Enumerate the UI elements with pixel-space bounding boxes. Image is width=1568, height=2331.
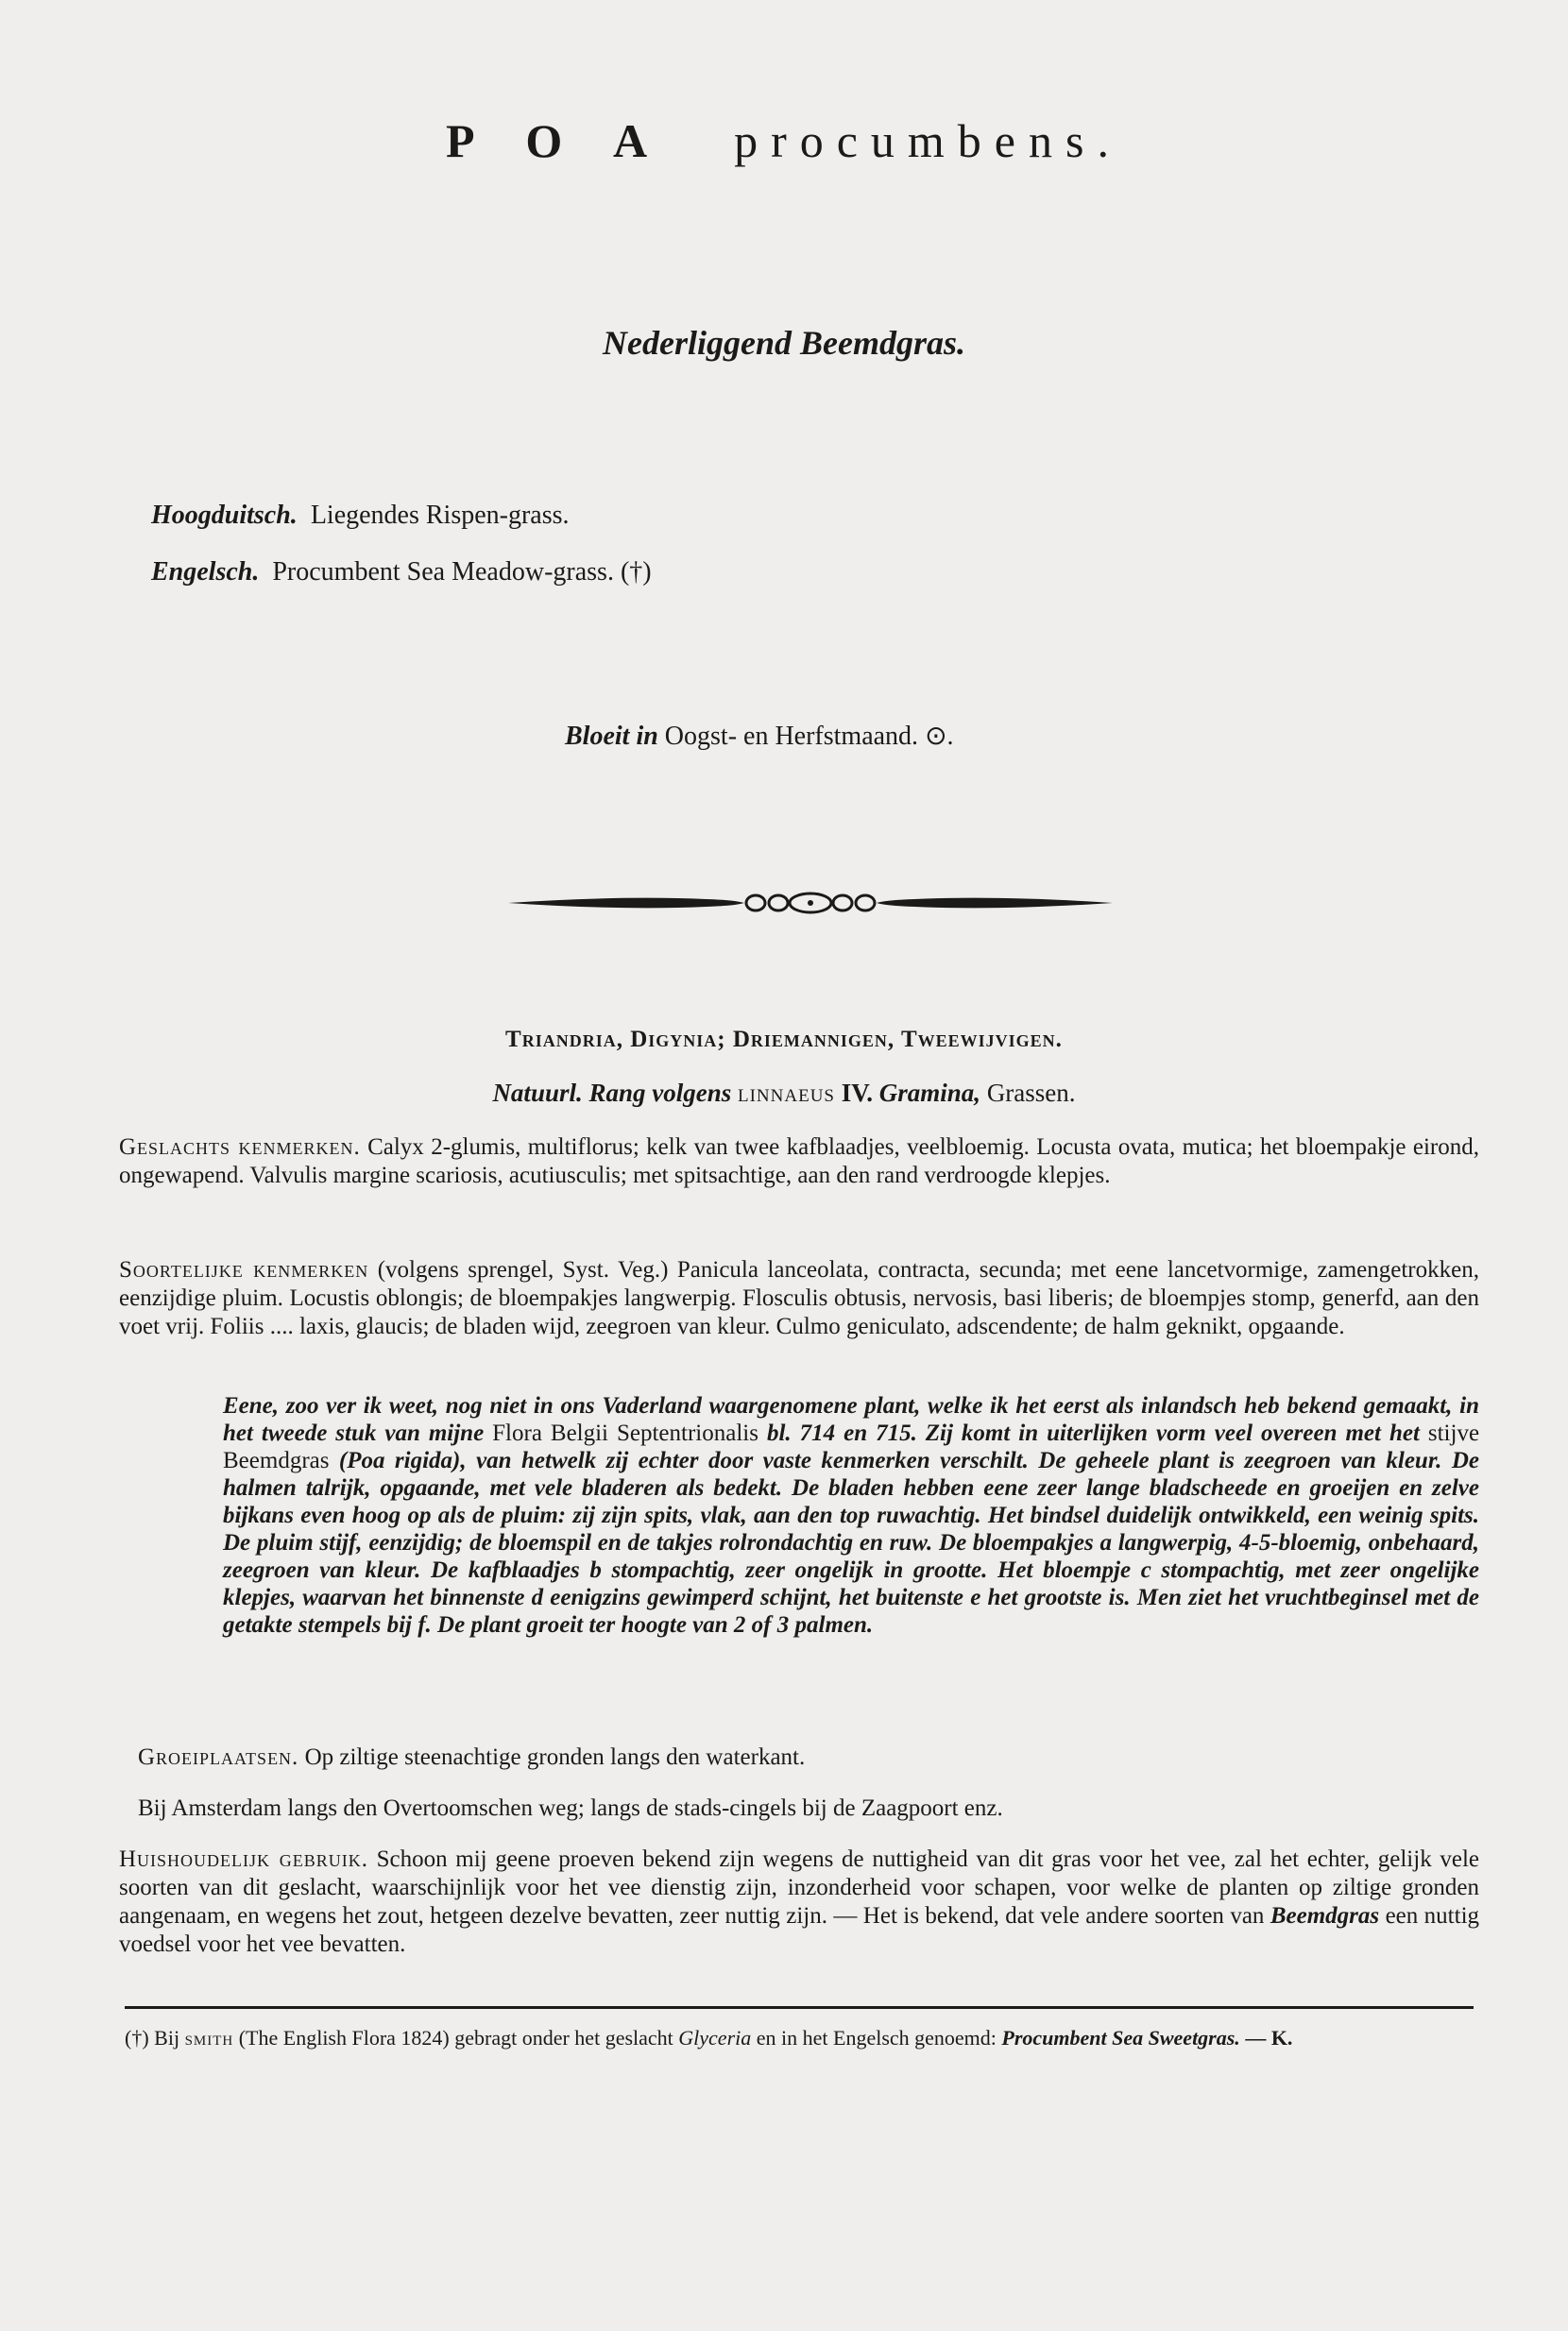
rank-family: Gramina, bbox=[878, 1079, 981, 1107]
section-text: Calyx 2-glumis, multiflorus; kelk van twee kafblaadjes, veelbloemig. Locusta ovata, mutica; het bloempakje eirond, ongewapend. Valvulis margine scariosis, acutiusculis; met spitsachtige, aan den rand verdroogde klepjes. bbox=[119, 1134, 1480, 1188]
section-label: Geslachts kenmerken. bbox=[119, 1134, 361, 1160]
uses-tail: een nuttig voedsel voor het vee bevatten. bbox=[119, 1903, 1480, 1957]
vernacular-english bbox=[151, 557, 652, 587]
ornament-divider bbox=[508, 882, 1113, 924]
section-label: Huishoudelijk gebruik. bbox=[119, 1846, 368, 1872]
vernacular-language: Engelsch. bbox=[151, 557, 260, 587]
remarks-part1: Eene, zoo ver ik weet, nog niet in ons Vaderland waargenomene plant, welke ik het eerst als inlandsch heb bekend gemaakt, in het tweede stuk van mijne bbox=[223, 1393, 1479, 1446]
genus-characteristics bbox=[119, 1133, 1479, 1190]
remarks-reference-2: stijve Beemdgras bbox=[223, 1421, 1480, 1473]
annual-symbol-icon: ⊙. bbox=[925, 722, 954, 751]
footnote-text: (The English Flora 1824) gebragt onder het geslacht bbox=[238, 2026, 673, 2050]
location: Bij Amsterdam langs den Overtoomschen weg; langs de stads-cingels bij de Zaagpoort enz. bbox=[138, 1795, 1003, 1821]
footnote bbox=[125, 2025, 1474, 2051]
page-title bbox=[0, 113, 1568, 168]
remarks-part3: (Poa rigida), van hetwelk zij echter door vaste kenmerken verschilt. De geheele plant is zeegroen van kleur. De halmen talrijk, opgaande, met vele bladeren als bedekt. De bladen hebben eene zeer lange bladscheede en groeijen en zelve bijkans even hoog op als de pluim: zij zijn spits, vlak, aan den top ruwachtig. Het bindsel duidelijk ontwikkeld, een weinig spits. De pluim stijf, eenzijdig; de bloemspil en de takjes rolrondachtig en ruw. De bloempakjes a langwerpig, 4-5-bloemig, onbehaard, zeegroen van kleur. De kafblaadjes b stompachtig, zeer ongelijk in grootte. Het bloempje c stompachtig, met zeer ongelijke klepjes, waarvan het binnenste d eenigzins gewimperd schijnt, het buitenste e het grootste is. Men ziet het vruchtbeginsel met de getakte stempels bij f. De plant groeit ter hoogte van 2 of 3 palmen. bbox=[223, 1448, 1480, 1638]
uses-term: Beemdgras bbox=[1270, 1903, 1380, 1929]
household-use bbox=[119, 1846, 1479, 1959]
section-label: Soortelijke kenmerken bbox=[119, 1257, 369, 1283]
dutch-name: Nederliggend Beemdgras. bbox=[603, 324, 965, 362]
bloom-period bbox=[565, 720, 954, 752]
vernacular-language: Hoogduitsch. bbox=[151, 501, 298, 530]
vernacular-german bbox=[151, 501, 570, 531]
classification: Triandria, Digynia; Driemannigen, Tweewijvigen. bbox=[505, 1027, 1063, 1052]
footnote-sign: — K. bbox=[1245, 2026, 1293, 2050]
title-species: procumbens. bbox=[734, 114, 1122, 167]
bloom-text: Oogst- en Herfstmaand. bbox=[664, 722, 919, 751]
section-text: Op ziltige steenachtige gronden langs den waterkant. bbox=[304, 1744, 806, 1770]
rank-common: Grassen. bbox=[986, 1079, 1076, 1107]
footnote-rule bbox=[125, 2006, 1474, 2009]
title-genus: P O A bbox=[446, 114, 669, 167]
bloom-prefix: Bloeit in bbox=[565, 722, 658, 751]
remarks-paragraph bbox=[223, 1392, 1479, 1639]
vernacular-name: Procumbent Sea Meadow-grass. (†) bbox=[272, 557, 652, 587]
natural-rank bbox=[0, 1079, 1568, 1107]
rank-author: linnaeus bbox=[738, 1079, 835, 1107]
section-text: (volgens sprengel, Syst. Veg.) Panicula lanceolata, contracta, secunda; met eene lancetvormige, zamengetrokken, eenzijdige pluim. Locustis oblongis; de bloempakjes langwerpig. Flosculis obtusis, nervosis, basi liberis; de bloempjes stomp, generfd, aan den voet vrij. Foliis .... laxis, glaucis; de bladen wijd, zeegroen van kleur. Culmo geniculato, adscendente; de halm geknikt, opgaande. bbox=[119, 1257, 1479, 1339]
rank-number: IV. bbox=[841, 1079, 874, 1107]
remarks-part2: bl. 714 en 715. Zij komt in uiterlijken vorm veel overeen met het bbox=[766, 1421, 1420, 1446]
footnote-text: en in het Engelsch genoemd: bbox=[756, 2026, 997, 2050]
footnote-text: Bij bbox=[154, 2026, 180, 2050]
vernacular-name: Liegendes Rispen-grass. bbox=[310, 501, 570, 530]
footnote-genus: Glyceria bbox=[678, 2026, 752, 2050]
footnote-mark: (†) bbox=[125, 2026, 149, 2050]
remarks-reference: Flora Belgii Septentrionalis bbox=[492, 1421, 758, 1446]
section-label: Groeiplaatsen. bbox=[138, 1744, 299, 1770]
section-text: Schoon mij geene proeven bekend zijn wegens de nuttigheid van dit gras voor het vee, zal het echter, gelijk vele soorten van dit geslacht, waarschijnlijk voor het vee dienstig zijn, inzonderheid voor schapen, voor welke de planten op ziltige gronden aangenaam, en wegens het zout, hetgeen dezelve bevatten, zeer nuttig zijn. — Het is bekend, dat vele andere soorten van bbox=[119, 1846, 1479, 1929]
species-characteristics bbox=[119, 1256, 1479, 1341]
footnote-author: smith bbox=[184, 2026, 234, 2050]
habitat bbox=[138, 1744, 1479, 1772]
rank-prefix: Natuurl. Rang volgens bbox=[492, 1079, 732, 1107]
footnote-english-name: Procumbent Sea Sweetgras. bbox=[1001, 2026, 1240, 2050]
